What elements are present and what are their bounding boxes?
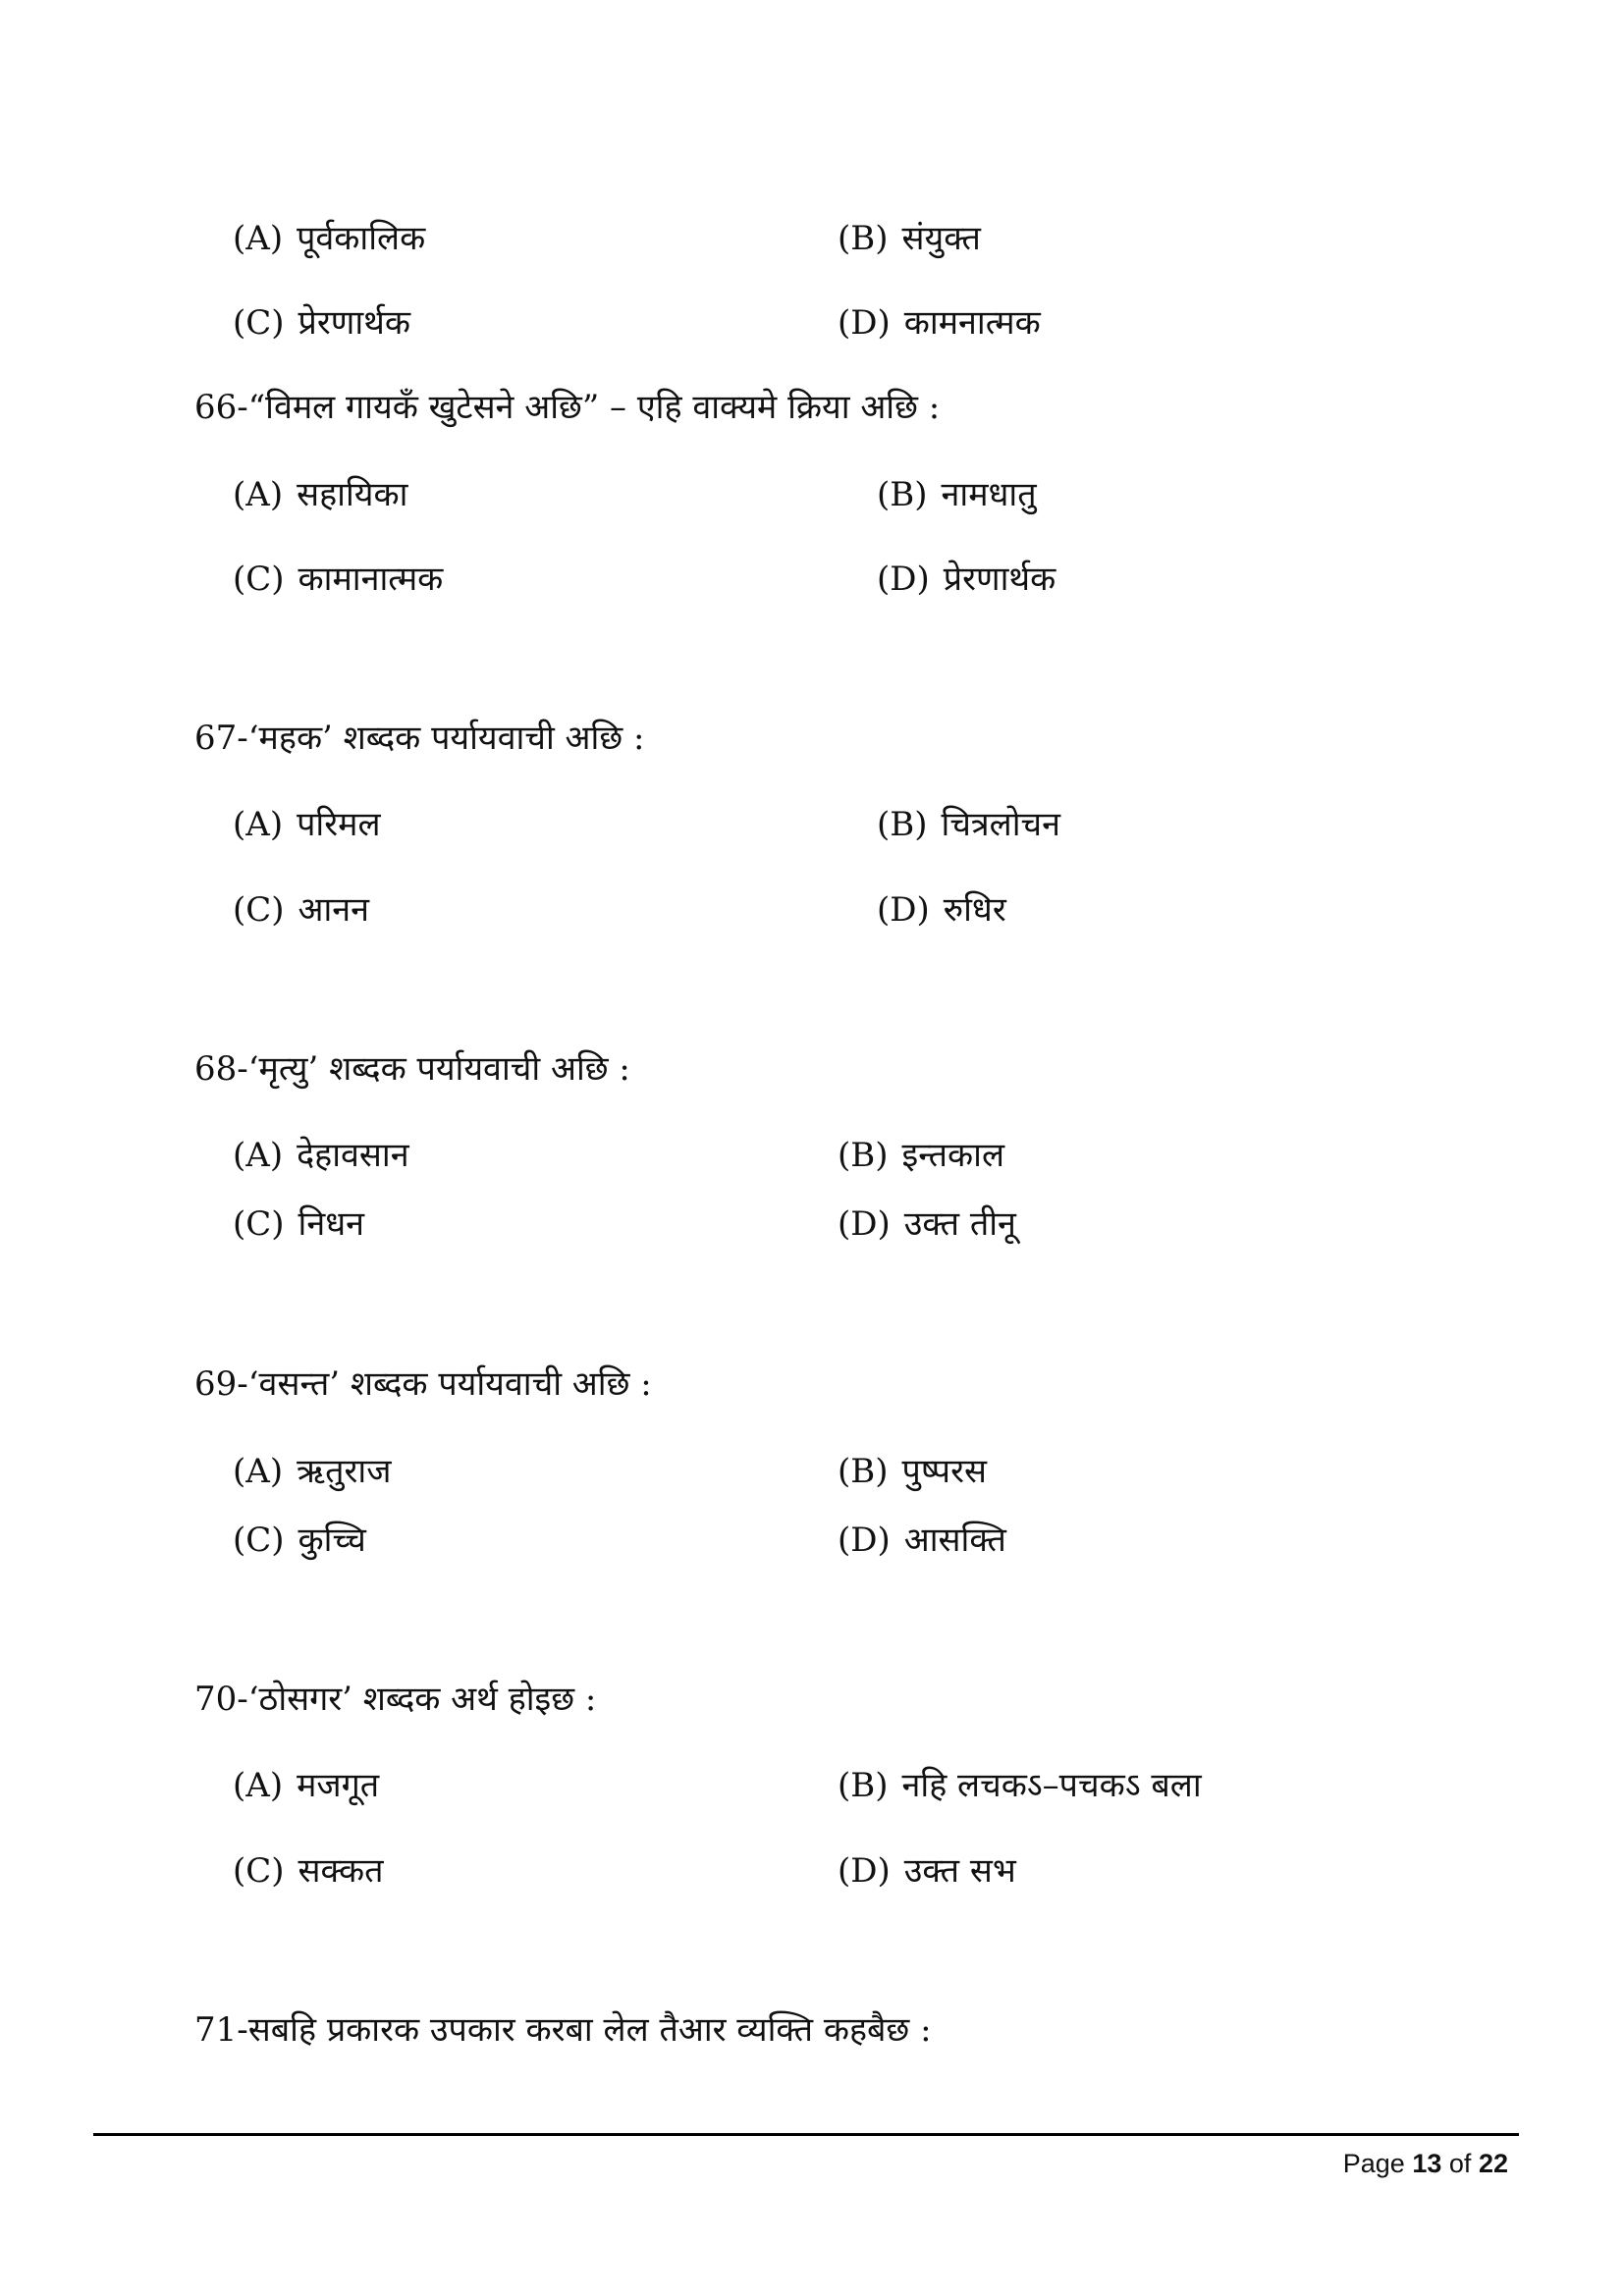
q70-option-b: (B) नहि लचकऽ–पचकऽ बला: [838, 1766, 1202, 1805]
question-68: 68-‘मृत्यु’ शब्दक पर्यायवाची अछि :: [194, 1049, 630, 1089]
q65-option-d: (D) कामनात्मक: [838, 303, 1041, 343]
q68-option-c: (C) निधन: [233, 1204, 365, 1244]
q69-option-c: (C) कुच्चि: [233, 1521, 366, 1560]
page-number: Page 13 of 22: [1342, 2149, 1508, 2178]
q66-option-a: (A) सहायिका: [233, 475, 408, 514]
q66-option-c: (C) कामानात्मक: [233, 560, 444, 599]
q68-option-a: (A) देहावसान: [233, 1136, 409, 1175]
footer-divider: [93, 2133, 1519, 2136]
q70-option-a: (A) मजगूत: [233, 1766, 380, 1805]
q69-option-b: (B) पुष्परस: [838, 1452, 987, 1491]
q67-option-c: (C) आनन: [233, 890, 370, 930]
q68-option-d: (D) उक्त तीनू: [838, 1204, 1016, 1244]
question-69: 69-‘वसन्त’ शब्दक पर्यायवाची अछि :: [194, 1364, 652, 1404]
q70-option-d: (D) उक्त सभ: [838, 1851, 1016, 1891]
q69-option-d: (D) आसक्ति: [838, 1521, 1006, 1560]
q65-option-a: (A) पूर्वकालिक: [233, 219, 426, 258]
q67-option-b: (B) चित्रलोचन: [877, 805, 1060, 844]
q68-option-b: (B) इन्तकाल: [838, 1136, 1005, 1175]
q66-option-b: (B) नामधातु: [877, 475, 1037, 514]
q65-option-c: (C) प्रेरणार्थक: [233, 303, 411, 343]
q70-option-c: (C) सक्कत: [233, 1851, 384, 1891]
q69-option-a: (A) ऋतुराज: [233, 1452, 392, 1491]
question-70: 70-‘ठोसगर’ शब्दक अर्थ होइछ :: [194, 1680, 597, 1719]
q67-option-d: (D) रुधिर: [877, 890, 1006, 930]
question-67: 67-‘महक’ शब्दक पर्यायवाची अछि :: [194, 719, 645, 758]
q65-option-b: (B) संयुक्त: [838, 219, 981, 258]
question-71: 71-सबहि प्रकारक उपकार करबा लेल तैआर व्यक्ति कहबैछ :: [194, 2010, 932, 2050]
q66-option-d: (D) प्रेरणार्थक: [877, 560, 1056, 599]
question-66: 66-“विमल गायकँ खुटेसने अछि” – एहि वाक्यमे क्रिया अछि :: [194, 388, 941, 427]
q67-option-a: (A) परिमल: [233, 805, 381, 844]
